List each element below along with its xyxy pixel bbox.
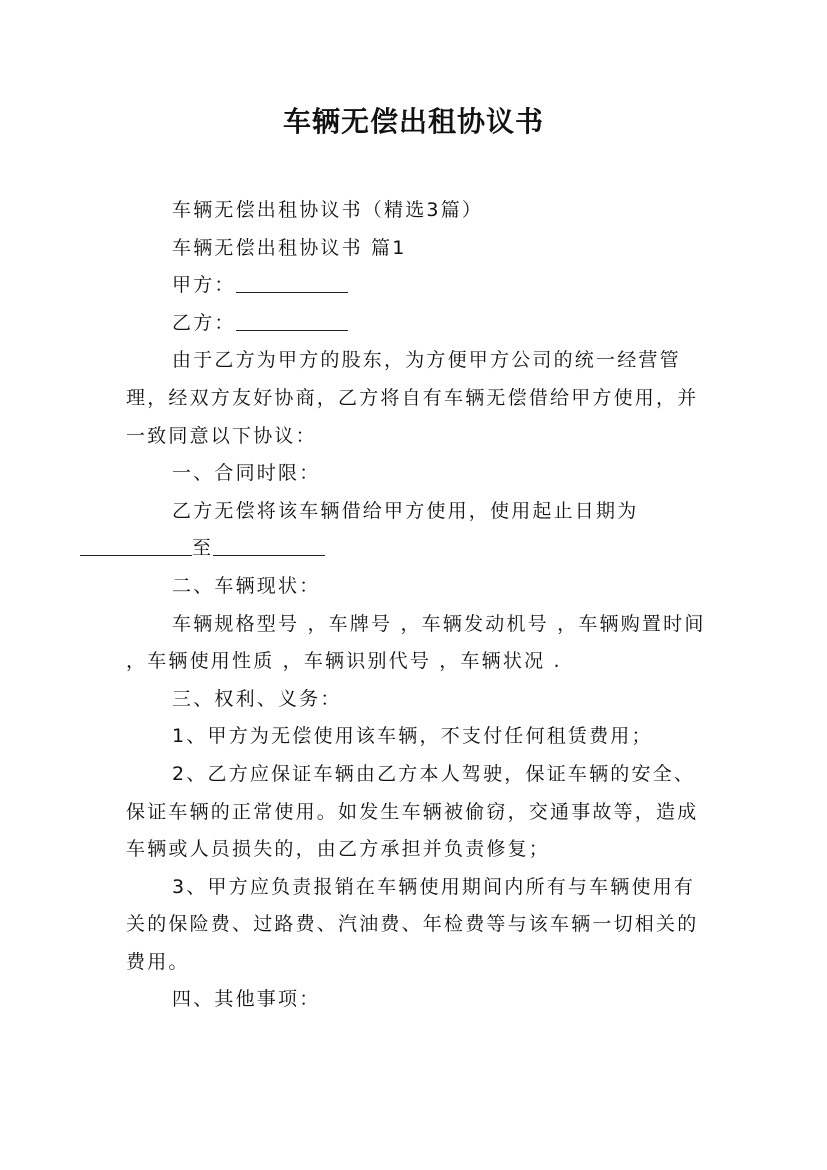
item2-paragraph: 车辆规格型号 ，车牌号 ，车辆发动机号 ，车辆购置时间 ，车辆使用性质 ，车辆识别代号 ，车辆状况 . [126,612,706,673]
item1-to: 至 [192,537,214,560]
item2-heading: 二、车辆现状： [172,574,321,597]
item4-heading: 四、其他事项： [172,988,321,1011]
party-a-blank [236,273,348,293]
intro-paragraph: 由于乙方为甲方的股东，为方便甲方公司的统一经营管理，经双方友好协商，乙方将自有车辆无偿借给甲方使用，并一致同意以下协议： [126,349,699,447]
party-a-line [126,267,711,305]
end-date-blank [213,536,325,556]
item3-1-paragraph: 1、甲方为无偿使用该车辆，不支付任何租赁费用； [172,725,653,748]
document-body [126,192,711,1019]
subtitle: 车辆无偿出租协议书（精选3篇） [172,199,484,221]
party-b-label: 乙方： [172,311,236,334]
item3-2-paragraph: 2、乙方应保证车辆由乙方本人驾驶，保证车辆的安全、保证车辆的正常使用。如发生车辆被偷窃，交通事故等，造成车辆或人员损失的，由乙方承担并负责修复； [126,762,699,861]
party-a-label: 甲方： [172,274,236,297]
item3-3-paragraph: 3、甲方应负责报销在车辆使用期间内所有与车辆使用有关的保险费、过路费、汽油费、年检费等与该车辆一切相关的费用。 [126,875,699,973]
item1-paragraph [126,493,711,568]
item1-text: 乙方无偿将该车辆借给甲方使用，使用起止日期为 [172,499,639,522]
date-range-line [80,537,325,559]
section-heading: 车辆无偿出租协议书 篇1 [172,236,407,259]
party-b-line [126,305,711,343]
item1-heading: 一、合同时限： [172,462,321,485]
item3-heading: 三、权利、义务： [172,687,342,710]
party-b-blank [236,311,348,331]
document-title: 车辆无偿出租协议书 [282,105,544,138]
start-date-blank [80,536,192,556]
